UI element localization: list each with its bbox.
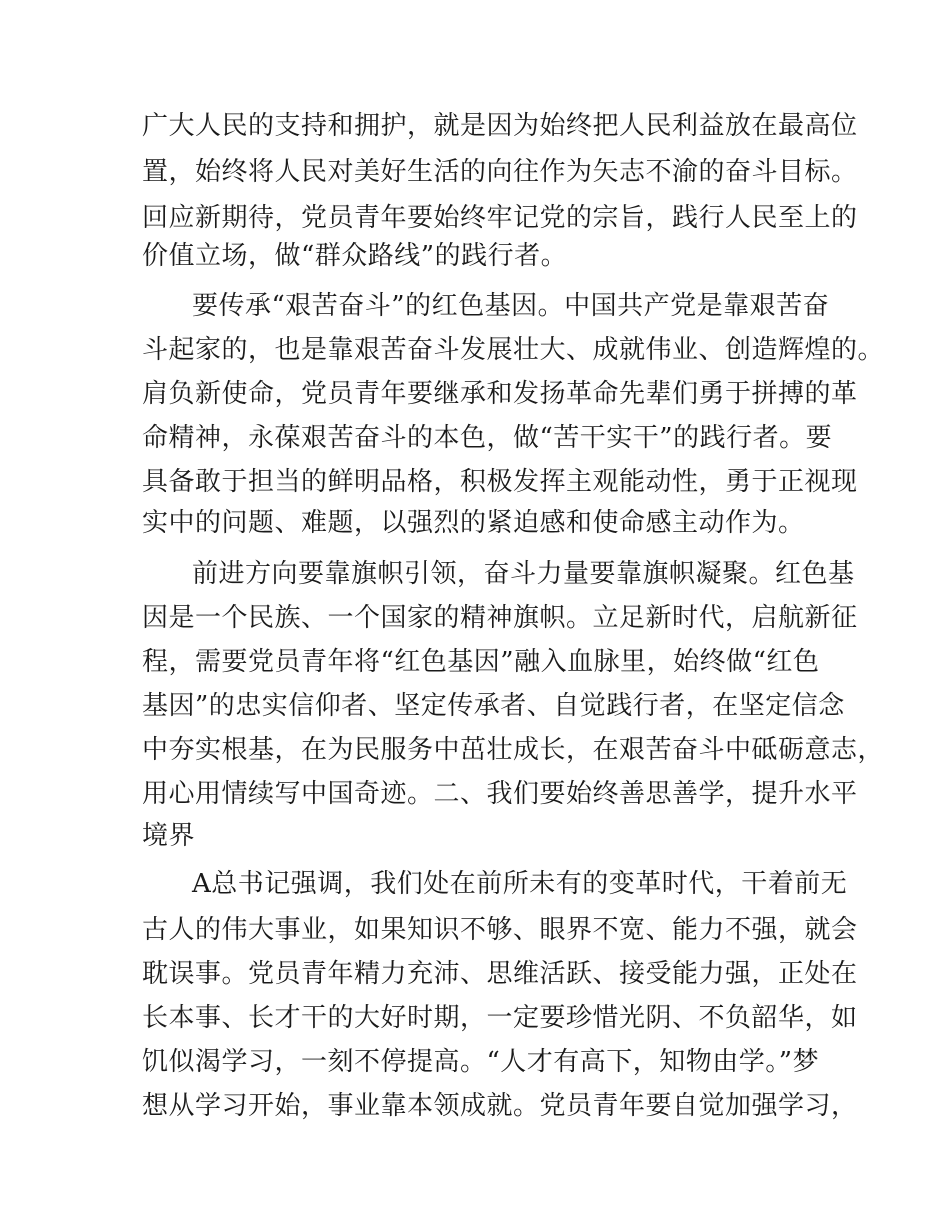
text-line: 基因”的忠实信仰者、坚定传承者、自觉践行者，在坚定信念 xyxy=(142,691,845,721)
text-line: 价值立场，做“群众路线”的践行者。 xyxy=(142,241,568,271)
text-line: 置，始终将人民对美好生活的向往作为矢志不渝的奋斗目标。 xyxy=(142,157,858,187)
text-line: 用心用情续写中国奇迹。二、我们要始终善思善学，提升水平 xyxy=(142,779,858,809)
text-line: 境界 xyxy=(142,821,196,851)
text-line: 中夯实根基，在为民服务中茁壮成长，在艰苦奋斗中砥砺意志， xyxy=(142,735,885,765)
text-line: 程，需要党员青年将“红色基因”融入血脉里，始终做“红色 xyxy=(142,647,820,677)
text-line: 长本事、长才干的大好时期，一定要珍惜光阴、不负韶华，如 xyxy=(142,1003,858,1033)
text-line: 前进方向要靠旗帜引领，奋斗力量要靠旗帜凝聚。红色基 xyxy=(192,559,855,589)
text-line: 要传承“艰苦奋斗”的红色基因。中国共产党是靠艰苦奋 xyxy=(192,291,830,321)
text-line: 想从学习开始，事业靠本领成就。党员青年要自觉加强学习， xyxy=(142,1091,858,1121)
text-line: 命精神，永葆艰苦奋斗的本色，做“苦干实干”的践行者。要 xyxy=(142,423,833,453)
text-line: 肩负新使命，党员青年要继承和发扬革命先辈们勇于拼搏的革 xyxy=(142,379,858,409)
text-line: 因是一个民族、一个国家的精神旗帜。立足新时代，启航新征 xyxy=(142,603,858,633)
text-line: 饥似渴学习，一刻不停提高。“人才有高下，知物由学。”梦 xyxy=(142,1047,820,1077)
text-line: 实中的问题、难题，以强烈的紧迫感和使命感主动作为。 xyxy=(142,508,805,538)
text-line: A总书记强调，我们处在前所未有的变革时代，干着前无 xyxy=(192,869,848,899)
text-line: 具备敢于担当的鲜明品格，积极发挥主观能动性，勇于正视现 xyxy=(142,467,858,497)
text-line: 耽误事。党员青年精力充沛、思维活跃、接受能力强，正处在 xyxy=(142,959,858,989)
text-line: 古人的伟大事业，如果知识不够、眼界不宽、能力不强，就会 xyxy=(142,915,858,945)
text-line: 广大人民的支持和拥护，就是因为始终把人民利益放在最高位 xyxy=(142,111,858,141)
text-line: 回应新期待，党员青年要始终牢记党的宗旨，践行人民至上的 xyxy=(142,203,858,233)
text-line: 斗起家的，也是靠艰苦奋斗发展壮大、成就伟业、创造辉煌的。 xyxy=(142,335,885,365)
